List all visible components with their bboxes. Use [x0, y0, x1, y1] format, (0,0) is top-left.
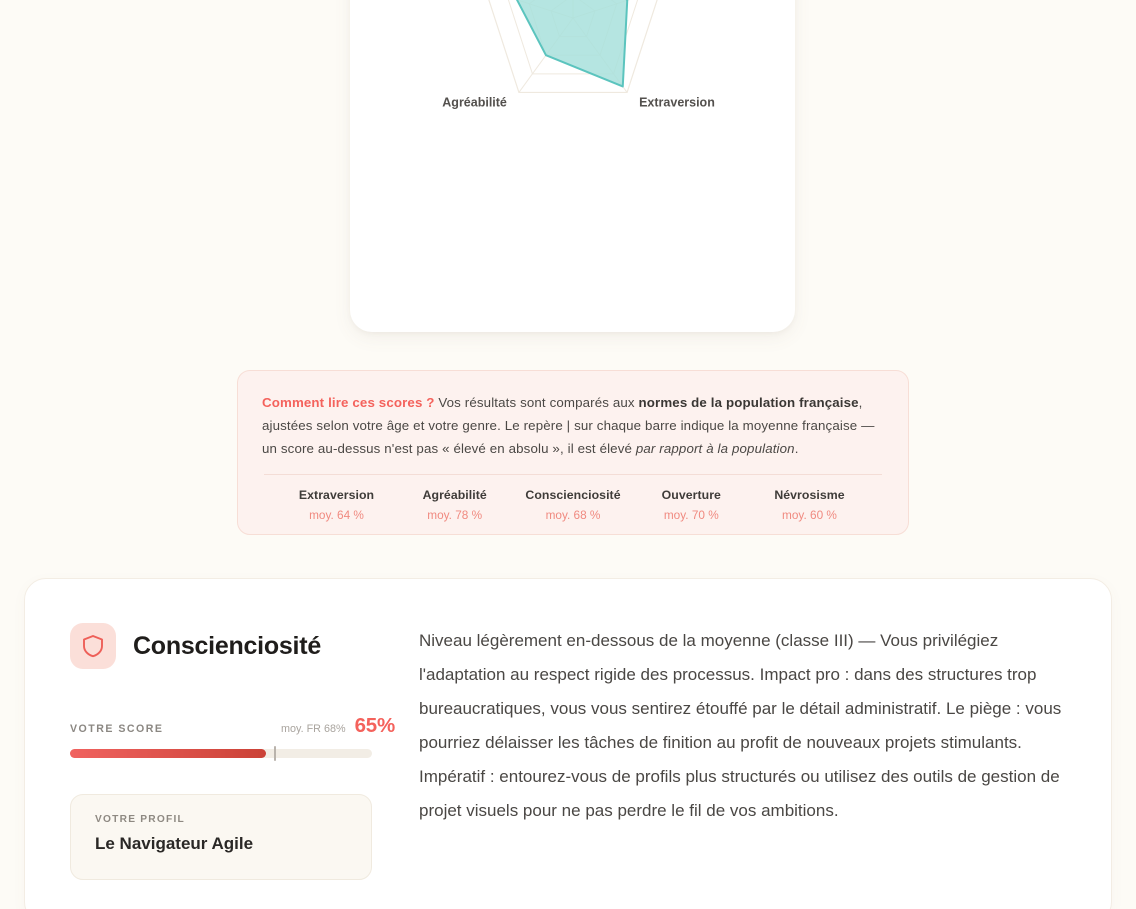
profile-value: Le Navigateur Agile: [95, 834, 254, 853]
stat-item: [289, 488, 384, 522]
profile-archetype-box: [70, 794, 372, 880]
stat-average: moy. 78 %: [427, 508, 483, 522]
stat-name: Conscienciosité: [525, 488, 621, 502]
stat-item: [762, 488, 857, 522]
stat-item: [407, 488, 502, 522]
explanation-body-3: sur chaque barre indique la moyenne française — un score au-dessus n'est pas « élevé en absolu », il est élevé: [262, 418, 875, 456]
explanation-text: [262, 391, 884, 460]
explanation-bold: normes de la population française: [638, 395, 859, 410]
profile-label: VOTRE PROFIL: [95, 814, 185, 825]
score-explanation-panel: [237, 370, 909, 535]
marker-glyph: |: [566, 418, 571, 433]
radar-chart-card: [350, 0, 795, 332]
score-average: moy. FR 68%: [280, 723, 346, 735]
stat-item: [525, 488, 620, 522]
trait-summary-column: [70, 623, 395, 880]
score-values: [281, 714, 395, 738]
population-averages-row: [262, 475, 884, 522]
population-average-marker: [274, 746, 276, 761]
stat-item: [644, 488, 739, 522]
stat-average: moy. 70 %: [663, 508, 719, 522]
score-value: 65%: [354, 714, 395, 737]
trait-description: Niveau légèrement en-dessous de la moyenne (classe III) — Vous privilégiez l'adaptation au respect rigide des processus. Impact pro : dans des structures trop bureaucratiques, vous vous sentirez étouffé par le détail administratif. Le piège : vous pourriez délaisser les tâches de finition au profit de nouveaux projets stimulants. Impératif : entourez-vous de profils plus structurés ou utilisez des outils de gestion de projet visuels pour ne pas perdre le fil de vos ambitions.: [419, 631, 1062, 820]
shield-icon: [70, 623, 116, 669]
explanation-body-1: Vos résultats sont comparés aux: [434, 395, 639, 410]
explanation-body-4: .: [794, 441, 799, 456]
stat-average: moy. 64 %: [309, 508, 364, 522]
stat-name: Extraversion: [298, 488, 375, 502]
explanation-lead: Comment lire ces scores ?: [262, 395, 435, 410]
trait-header: [70, 623, 395, 669]
score-label: VOTRE SCORE: [70, 723, 164, 735]
explanation-body-2: , ajustées selon votre âge et votre genre. Le repère: [262, 395, 863, 433]
stat-name: Ouverture: [661, 488, 721, 502]
stat-average: moy. 68 %: [545, 508, 601, 522]
explanation-italic: par rapport à la population: [635, 441, 795, 456]
radar-axis-label: Agréabilité: [442, 95, 507, 110]
score-progress-bar: [70, 749, 372, 758]
trait-detail-card: [24, 578, 1112, 909]
trait-title: Conscienciosité: [133, 631, 321, 660]
radar-axis-label: Extraversion: [639, 95, 715, 110]
radar-chart: [350, 0, 795, 252]
stat-average: moy. 60 %: [782, 508, 837, 522]
stat-name: Agréabilité: [422, 488, 487, 502]
stat-name: Névrosisme: [774, 488, 845, 502]
score-row: [70, 714, 395, 738]
score-progress-fill: [70, 749, 266, 758]
